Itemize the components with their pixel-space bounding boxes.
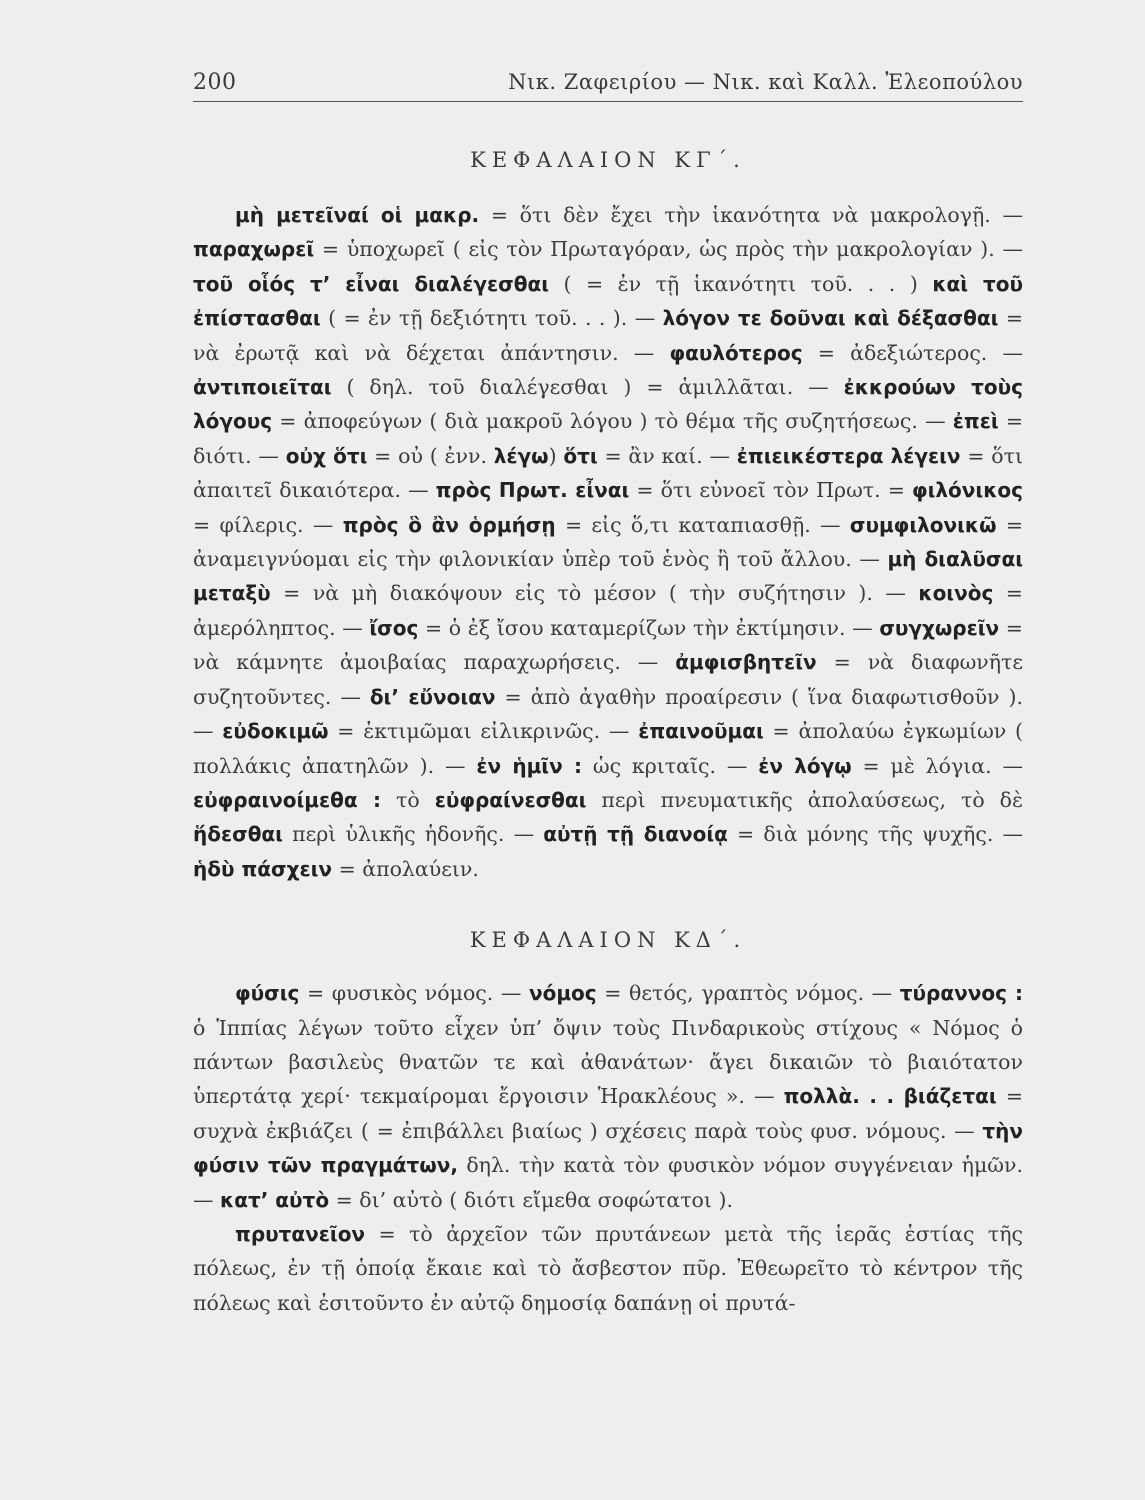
glossary-term: κατ’ αὐτὸ bbox=[220, 1187, 330, 1212]
glossary-term: ἐκκρούων τοὺς λόγους bbox=[193, 375, 1023, 434]
glossary-definition: ) bbox=[548, 443, 564, 468]
page-number: 200 bbox=[193, 70, 237, 95]
glossary-definition: = ὅτι δὲν ἔχει τὴν ἱκανότητα νὰ μακρολογῇ. — bbox=[479, 203, 1023, 227]
glossary-definition: = οὐ ( ἐνν. bbox=[367, 443, 494, 468]
glossary-term: οὐχ ὅτι bbox=[285, 443, 368, 468]
glossary-definition: = ὁ ἐξ ἴσου καταμερίζων τὴν ἐκτίμησιν. — bbox=[418, 615, 880, 640]
glossary-term: ἐν ἡμῖν : bbox=[476, 753, 583, 778]
glossary-definition: περὶ ὑλικῆς ἡδονῆς. — bbox=[282, 822, 544, 847]
glossary-definition: = ὅτι εὐνοεῖ τὸν Πρωτ. = bbox=[629, 478, 912, 503]
glossary-term: παραχωρεῖ bbox=[193, 237, 315, 262]
glossary-term: ἥδεσθαι bbox=[193, 822, 283, 847]
glossary-definition: = ὅτι ἀπαιτεῖ δικαιότερα. — bbox=[193, 443, 1024, 503]
glossary-definition: = διότι. — bbox=[193, 409, 1023, 468]
glossary-term: εὐφραίνεσθαι bbox=[434, 787, 587, 812]
glossary-definition: ὡς κριταῖς. — bbox=[582, 753, 759, 778]
glossary-term: καὶ τοῦ ἐπίστασθαι bbox=[193, 271, 1023, 331]
running-title: Νικ. Ζαφειρίου — Νικ. καὶ Καλλ. Ἐλεοπούλου bbox=[508, 70, 1023, 94]
glossary-definition: ὁ Ἱππίας λέγων τοῦτο εἶχεν ὑπ’ ὄψιν τοὺς Πινδαρικοὺς στίχους « Νόμος ὁ πάντων βασιλεὺς θνατῶν τε καὶ ἀθανάτων· ἄγει δικαιῶν τὸ βιαιότατον ὑπερτάτᾳ χερί· τεκμαίρομαι ἔργοισιν Ἡρακλέους ». — bbox=[193, 1015, 1023, 1109]
glossary-definition: = θετός, γραπτὸς νόμος. — bbox=[596, 981, 900, 1006]
glossary-definition: = δι’ αὐτὸ ( διότι εἴμεθα σοφώτατοι ). bbox=[329, 1187, 733, 1212]
glossary-term: φύσις bbox=[235, 981, 300, 1006]
running-header bbox=[193, 70, 1023, 102]
glossary-term: πρὸς ὃ ἂν ὁρμήσῃ bbox=[342, 512, 556, 537]
glossary-term: λέγω bbox=[493, 443, 549, 468]
glossary-definition: = νὰ ἐρωτᾷ καὶ νὰ δέχεται ἀπάντησιν. — bbox=[193, 306, 1023, 365]
glossary-term: εὐδοκιμῶ bbox=[222, 719, 329, 744]
glossary-definition: = ἀποφεύγων ( διὰ μακροῦ λόγου ) τὸ θέμα τῆς συζητήσεως. — bbox=[272, 409, 953, 434]
glossary-definition: = ἂν καί. — bbox=[597, 443, 737, 468]
glossary-term: κοινὸς bbox=[918, 581, 994, 606]
glossary-paragraph bbox=[193, 1217, 1023, 1320]
glossary-term: δι’ εὔνοιαν bbox=[369, 684, 496, 709]
glossary-definition: = τὸ ἀρχεῖον τῶν πρυτάνεων μετὰ τῆς ἱερᾶς ἑστίας τῆς πόλεως, ἐν τῇ ὁποίᾳ ἔκαιε καὶ τὸ ἄσβεστον πῦρ. Ἐθεωρεῖτο τὸ κέντρον τῆς πόλεως καὶ ἐσιτοῦντο ἐν αὐτῷ δημοσίᾳ δαπάνῃ οἱ πρυτά- bbox=[193, 1221, 1023, 1315]
glossary-definition: = συχνὰ ἐκβιάζει ( = ἐπιβάλλει βιαίως ) σχέσεις παρὰ τοὺς φυσ. νόμους. — bbox=[193, 1084, 1023, 1143]
glossary-definition: = διὰ μόνης τῆς ψυχῆς. — bbox=[727, 822, 1023, 847]
glossary-definition: δηλ. τὴν κατὰ τὸν φυσικὸν νόμον συγγένειαν ἡμῶν. — bbox=[193, 1153, 1023, 1212]
glossary-definition: = ἀναμειγνύομαι εἰς τὴν φιλονικίαν ὑπὲρ τοῦ ἑνὸς ἢ τοῦ ἄλλου. — bbox=[193, 512, 1023, 572]
glossary-term: πολλὰ. . . βιάζεται bbox=[783, 1084, 997, 1109]
glossary-definition: = ἀμερόληπτος. — bbox=[193, 581, 1023, 640]
glossary-definition: ( = ἐν τῇ δεξιότητι τοῦ. . . ). — bbox=[320, 306, 663, 331]
glossary-definition: = ἀπολαύειν. bbox=[332, 856, 479, 881]
glossary-term: ἀντιποιεῖται bbox=[193, 375, 332, 400]
glossary-term: ὅτι bbox=[563, 443, 598, 468]
glossary-term: πρυτανεῖον bbox=[235, 1221, 366, 1246]
glossary-definition: ( = ἐν τῇ ἱκανότητι τοῦ. . . ) bbox=[548, 271, 933, 296]
glossary-term: ἐν λόγῳ bbox=[758, 753, 852, 778]
chapter-title-kg: ΚΕΦΑΛΑΙΟΝ ΚΓ΄. bbox=[470, 148, 746, 172]
glossary-term: τύραννος : bbox=[899, 981, 1023, 1006]
glossary-paragraph bbox=[193, 976, 1023, 1217]
glossary-definition: = ἀπὸ ἀγαθὴν προαίρεσιν ( ἵνα διαφωτισθοῦν ). — bbox=[193, 684, 1023, 744]
glossary-term: λόγον τε δοῦναι καὶ δέξασθαι bbox=[662, 306, 999, 331]
glossary-term: ἐπιεικέστερα λέγειν bbox=[736, 443, 961, 468]
glossary-term: τοῦ οἷός τ’ εἶναι διαλέγεσθαι bbox=[193, 271, 549, 296]
chapter-title-kd: ΚΕΦΑΛΑΙΟΝ ΚΔ΄. bbox=[469, 928, 747, 953]
glossary-term: πρὸς Πρωτ. εἶναι bbox=[435, 478, 630, 503]
glossary-definition: = ἀδεξιώτερος. — bbox=[802, 340, 1024, 365]
glossary-definition: = μὲ λόγια. — bbox=[851, 753, 1023, 778]
glossary-term: τὴν φύσιν τῶν πραγμάτων, bbox=[193, 1118, 1023, 1178]
glossary-term: συγχωρεῖν bbox=[879, 615, 1000, 640]
glossary-definition: τὸ bbox=[381, 787, 435, 812]
glossary-definition: = ὑποχωρεῖ ( εἰς τὸν Πρωταγόραν, ὡς πρὸς τὴν μακρολογίαν ). — bbox=[314, 237, 1023, 262]
glossary-term: ἐπεὶ bbox=[952, 409, 999, 434]
book-page bbox=[193, 70, 1023, 1320]
glossary-term: ἴσος bbox=[369, 615, 419, 640]
glossary-term: μὴ μετεῖναί οἱ μακρ. bbox=[235, 203, 480, 227]
glossary-definition: = ἀπολαύω ἐγκωμίων ( πολλάκις ἀπατηλῶν ). — bbox=[193, 719, 1023, 778]
glossary-term: συμφιλονικῶ bbox=[849, 512, 997, 537]
glossary-chapter-kg bbox=[193, 198, 1023, 886]
glossary-term: νόμος bbox=[528, 981, 597, 1006]
glossary-term: αὐτῇ τῇ διανοίᾳ bbox=[543, 822, 728, 847]
glossary-term: ἐπαινοῦμαι bbox=[638, 719, 764, 744]
glossary-definition: = ἐκτιμῶμαι εἰλικρινῶς. — bbox=[328, 719, 639, 744]
glossary-term: μὴ διαλῦσαι μεταξὺ bbox=[193, 547, 1023, 606]
glossary-term: φιλόνικος bbox=[911, 478, 1023, 503]
glossary-term: εὐφραινοίμεθα : bbox=[193, 787, 382, 812]
glossary-term: ἡδὺ πάσχειν bbox=[193, 856, 333, 881]
glossary-paragraph bbox=[193, 198, 1023, 886]
glossary-chapter-kd bbox=[193, 976, 1023, 1320]
glossary-definition: ( δηλ. τοῦ διαλέγεσθαι ) = ἁμιλλᾶται. — bbox=[331, 375, 844, 400]
glossary-definition: περὶ πνευματικῆς ἀπολαύσεως, τὸ δὲ bbox=[586, 787, 1023, 812]
glossary-term: φαυλότερος bbox=[669, 340, 803, 365]
glossary-term: ἀμφισβητεῖν bbox=[675, 650, 817, 675]
glossary-definition: = νὰ κάμνητε ἀμοιβαίας παραχωρήσεις. — bbox=[193, 615, 1023, 675]
glossary-definition: = εἰς ὅ,τι καταπιασθῇ. — bbox=[555, 512, 850, 537]
glossary-definition: = νὰ μὴ διακόψουν εἰς τὸ μέσον ( τὴν συζήτησιν ). — bbox=[270, 581, 919, 606]
glossary-definition: = φίλερις. — bbox=[193, 512, 343, 537]
glossary-definition: = νὰ διαφωνῆτε συζητοῦντες. — bbox=[193, 650, 1023, 709]
glossary-definition: = φυσικὸς νόμος. — bbox=[299, 981, 529, 1006]
